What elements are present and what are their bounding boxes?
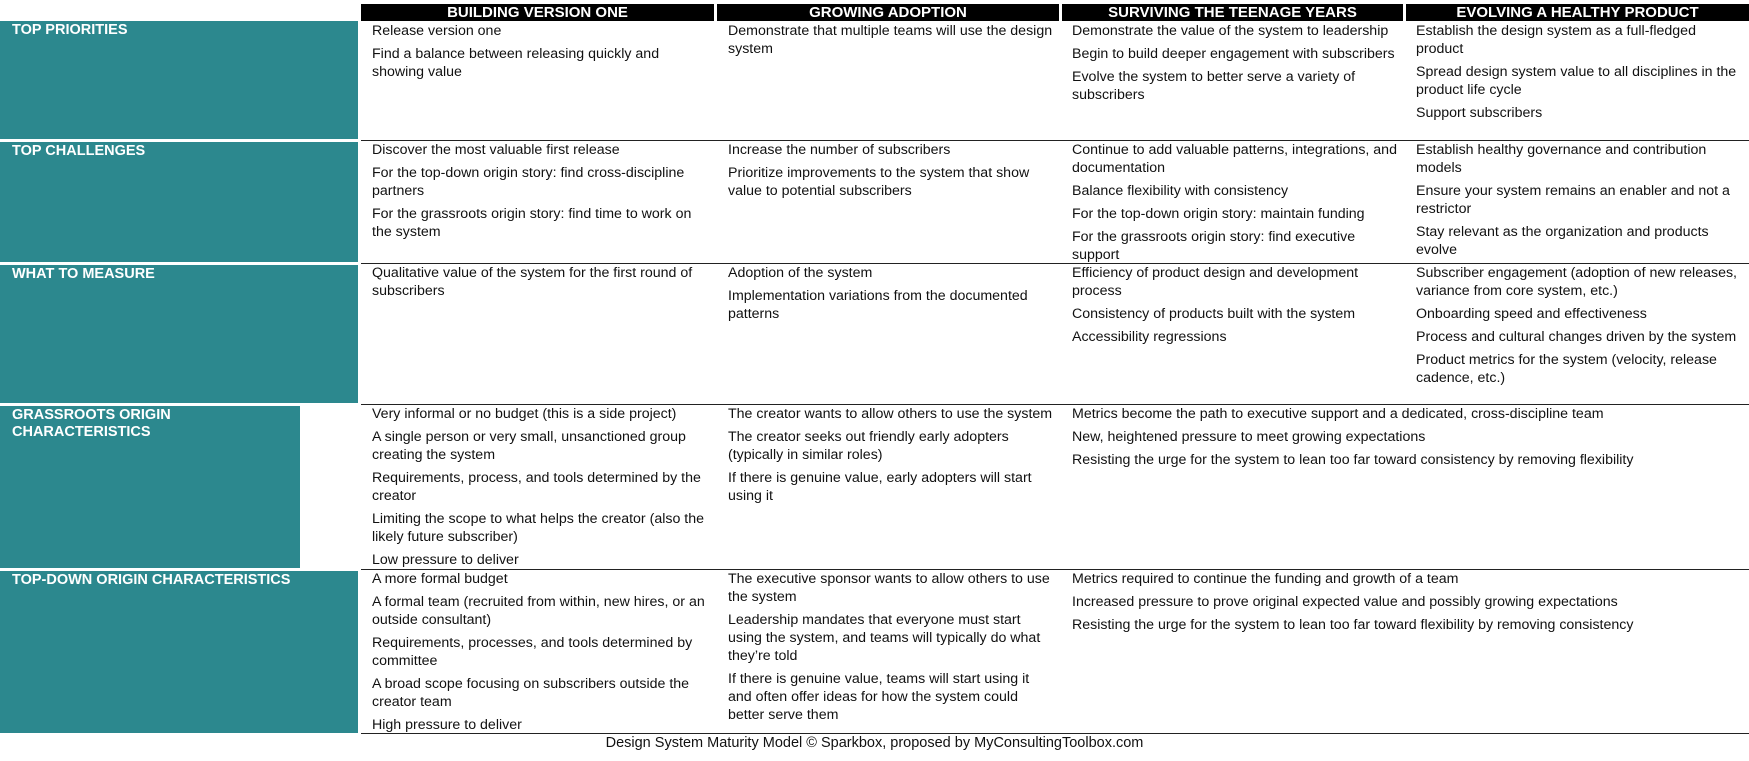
- cell-item: A formal team (recruited from within, new hires, or an outside consultant): [372, 594, 705, 628]
- cell-item: Find a balance between releasing quickly and showing value: [372, 46, 660, 80]
- cell-item: Support subscribers: [1416, 105, 1543, 121]
- cell-item: Onboarding speed and effectiveness: [1416, 306, 1647, 322]
- row-label-top-down-origin: TOP-DOWN ORIGIN CHARACTERISTICS: [0, 571, 358, 733]
- column-header-growing-adoption: GROWING ADOPTION: [717, 4, 1059, 21]
- cell-item: Adoption of the system: [728, 265, 873, 281]
- cell-top-challenges-adoption: [728, 141, 1054, 263]
- cell-item: A broad scope focusing on subscribers outside the creator team: [372, 676, 690, 710]
- cell-top-priorities-healthy: [1416, 22, 1746, 140]
- cell-item: Balance flexibility with consistency: [1072, 183, 1289, 199]
- cell-top-down-teenage-healthy: [1072, 570, 1746, 733]
- cell-item: Demonstrate the value of the system to leadership: [1072, 23, 1389, 39]
- cell-item: The creator seeks out friendly early adopters (typically in similar roles): [728, 429, 1009, 463]
- cell-item: Establish the design system as a full-fledged product: [1416, 23, 1696, 57]
- cell-item: For the grassroots origin story: find executive support: [1072, 229, 1356, 263]
- cell-item: Low pressure to deliver: [372, 552, 519, 568]
- cell-item: Increased pressure to prove original expected value and possibly growing expectations: [1072, 594, 1618, 610]
- cell-top-priorities-adoption: [728, 22, 1054, 140]
- cell-top-priorities-v1: [372, 22, 707, 140]
- cell-what-to-measure-teenage: [1072, 264, 1398, 404]
- cell-item: Establish healthy governance and contribution models: [1416, 142, 1707, 176]
- cell-top-challenges-v1: [372, 141, 707, 263]
- cell-item: Consistency of products built with the system: [1072, 306, 1356, 322]
- cell-item: For the grassroots origin story: find time to work on the system: [372, 206, 692, 240]
- cell-item: Leadership mandates that everyone must start using the system, and teams will typically do what they’re told: [728, 612, 1041, 664]
- footer-copyright: Design System Maturity Model © Sparkbox, proposed by MyConsultingToolbox.com: [605, 735, 1144, 751]
- row-label-top-challenges: TOP CHALLENGES: [0, 142, 358, 262]
- cell-item: Ensure your system remains an enabler and not a restrictor: [1416, 183, 1730, 217]
- cell-item: The executive sponsor wants to allow others to use the system: [728, 571, 1050, 605]
- cell-item: Implementation variations from the documented patterns: [728, 288, 1028, 322]
- cell-item: Subscriber engagement (adoption of new releases, variance from core system, etc.): [1416, 265, 1737, 299]
- cell-item: If there is genuine value, early adopters will start using it: [728, 470, 1032, 504]
- cell-top-challenges-teenage: [1072, 141, 1398, 263]
- cell-item: Prioritize improvements to the system that show value to potential subscribers: [728, 165, 1030, 199]
- cell-item: Demonstrate that multiple teams will use the design system: [728, 23, 1053, 57]
- cell-item: Requirements, processes, and tools determined by committee: [372, 635, 693, 669]
- row-label-grassroots-origin: GRASSROOTS ORIGIN CHARACTERISTICS: [0, 406, 300, 568]
- cell-item: High pressure to deliver: [372, 717, 522, 733]
- cell-item: For the top-down origin story: maintain funding: [1072, 206, 1365, 222]
- cell-grassroots-adoption: [728, 405, 1054, 569]
- cell-what-to-measure-adoption: [728, 264, 1054, 404]
- cell-top-down-v1: [372, 570, 707, 733]
- cell-item: Stay relevant as the organization and products evolve: [1416, 224, 1709, 258]
- cell-item: Requirements, process, and tools determined by the creator: [372, 470, 701, 504]
- cell-top-challenges-healthy: [1416, 141, 1746, 263]
- cell-item: Begin to build deeper engagement with subscribers: [1072, 46, 1395, 62]
- cell-item: Efficiency of product design and development process: [1072, 265, 1359, 299]
- cell-grassroots-v1: [372, 405, 707, 569]
- column-header-surviving-teenage-years: SURVIVING THE TEENAGE YEARS: [1062, 4, 1403, 21]
- cell-item: Release version one: [372, 23, 502, 39]
- cell-item: A more formal budget: [372, 571, 508, 587]
- cell-top-down-adoption: [728, 570, 1054, 733]
- cell-what-to-measure-v1: [372, 264, 707, 404]
- cell-item: Continue to add valuable patterns, integrations, and documentation: [1072, 142, 1397, 176]
- cell-what-to-measure-healthy: [1416, 264, 1746, 404]
- cell-item: Resisting the urge for the system to lean too far toward consistency by removing flexibility: [1072, 452, 1634, 468]
- cell-grassroots-teenage-healthy: [1072, 405, 1746, 569]
- cell-item: New, heightened pressure to meet growing expectations: [1072, 429, 1426, 445]
- cell-item: Very informal or no budget (this is a side project): [372, 406, 677, 422]
- cell-item: Evolve the system to better serve a variety of subscribers: [1072, 69, 1356, 103]
- cell-top-priorities-teenage: [1072, 22, 1398, 140]
- cell-item: Limiting the scope to what helps the creator (also the likely future subscriber): [372, 511, 705, 545]
- cell-item: Process and cultural changes driven by the system: [1416, 329, 1737, 345]
- row-label-top-priorities: TOP PRIORITIES: [0, 21, 358, 139]
- cell-item: Qualitative value of the system for the first round of subscribers: [372, 265, 693, 299]
- column-header-evolving-healthy-product: EVOLVING A HEALTHY PRODUCT: [1406, 4, 1749, 21]
- cell-item: If there is genuine value, teams will start using it and often offer ideas for how the system could better serve them: [728, 671, 1030, 723]
- cell-item: Product metrics for the system (velocity, release cadence, etc.): [1416, 352, 1717, 386]
- column-header-building-version-one: BUILDING VERSION ONE: [361, 4, 714, 21]
- cell-item: Discover the most valuable first release: [372, 142, 620, 158]
- cell-item: Metrics become the path to executive support and a dedicated, cross-discipline team: [1072, 406, 1604, 422]
- cell-item: The creator wants to allow others to use the system: [728, 406, 1053, 422]
- cell-item: Metrics required to continue the funding and growth of a team: [1072, 571, 1459, 587]
- cell-item: Increase the number of subscribers: [728, 142, 951, 158]
- cell-item: Resisting the urge for the system to lean too far toward flexibility by removing consistency: [1072, 617, 1634, 633]
- cell-item: A single person or very small, unsanctioned group creating the system: [372, 429, 686, 463]
- cell-item: For the top-down origin story: find cross-discipline partners: [372, 165, 685, 199]
- cell-item: Accessibility regressions: [1072, 329, 1227, 345]
- row-label-what-to-measure: WHAT TO MEASURE: [0, 265, 358, 403]
- cell-item: Spread design system value to all disciplines in the product life cycle: [1416, 64, 1737, 98]
